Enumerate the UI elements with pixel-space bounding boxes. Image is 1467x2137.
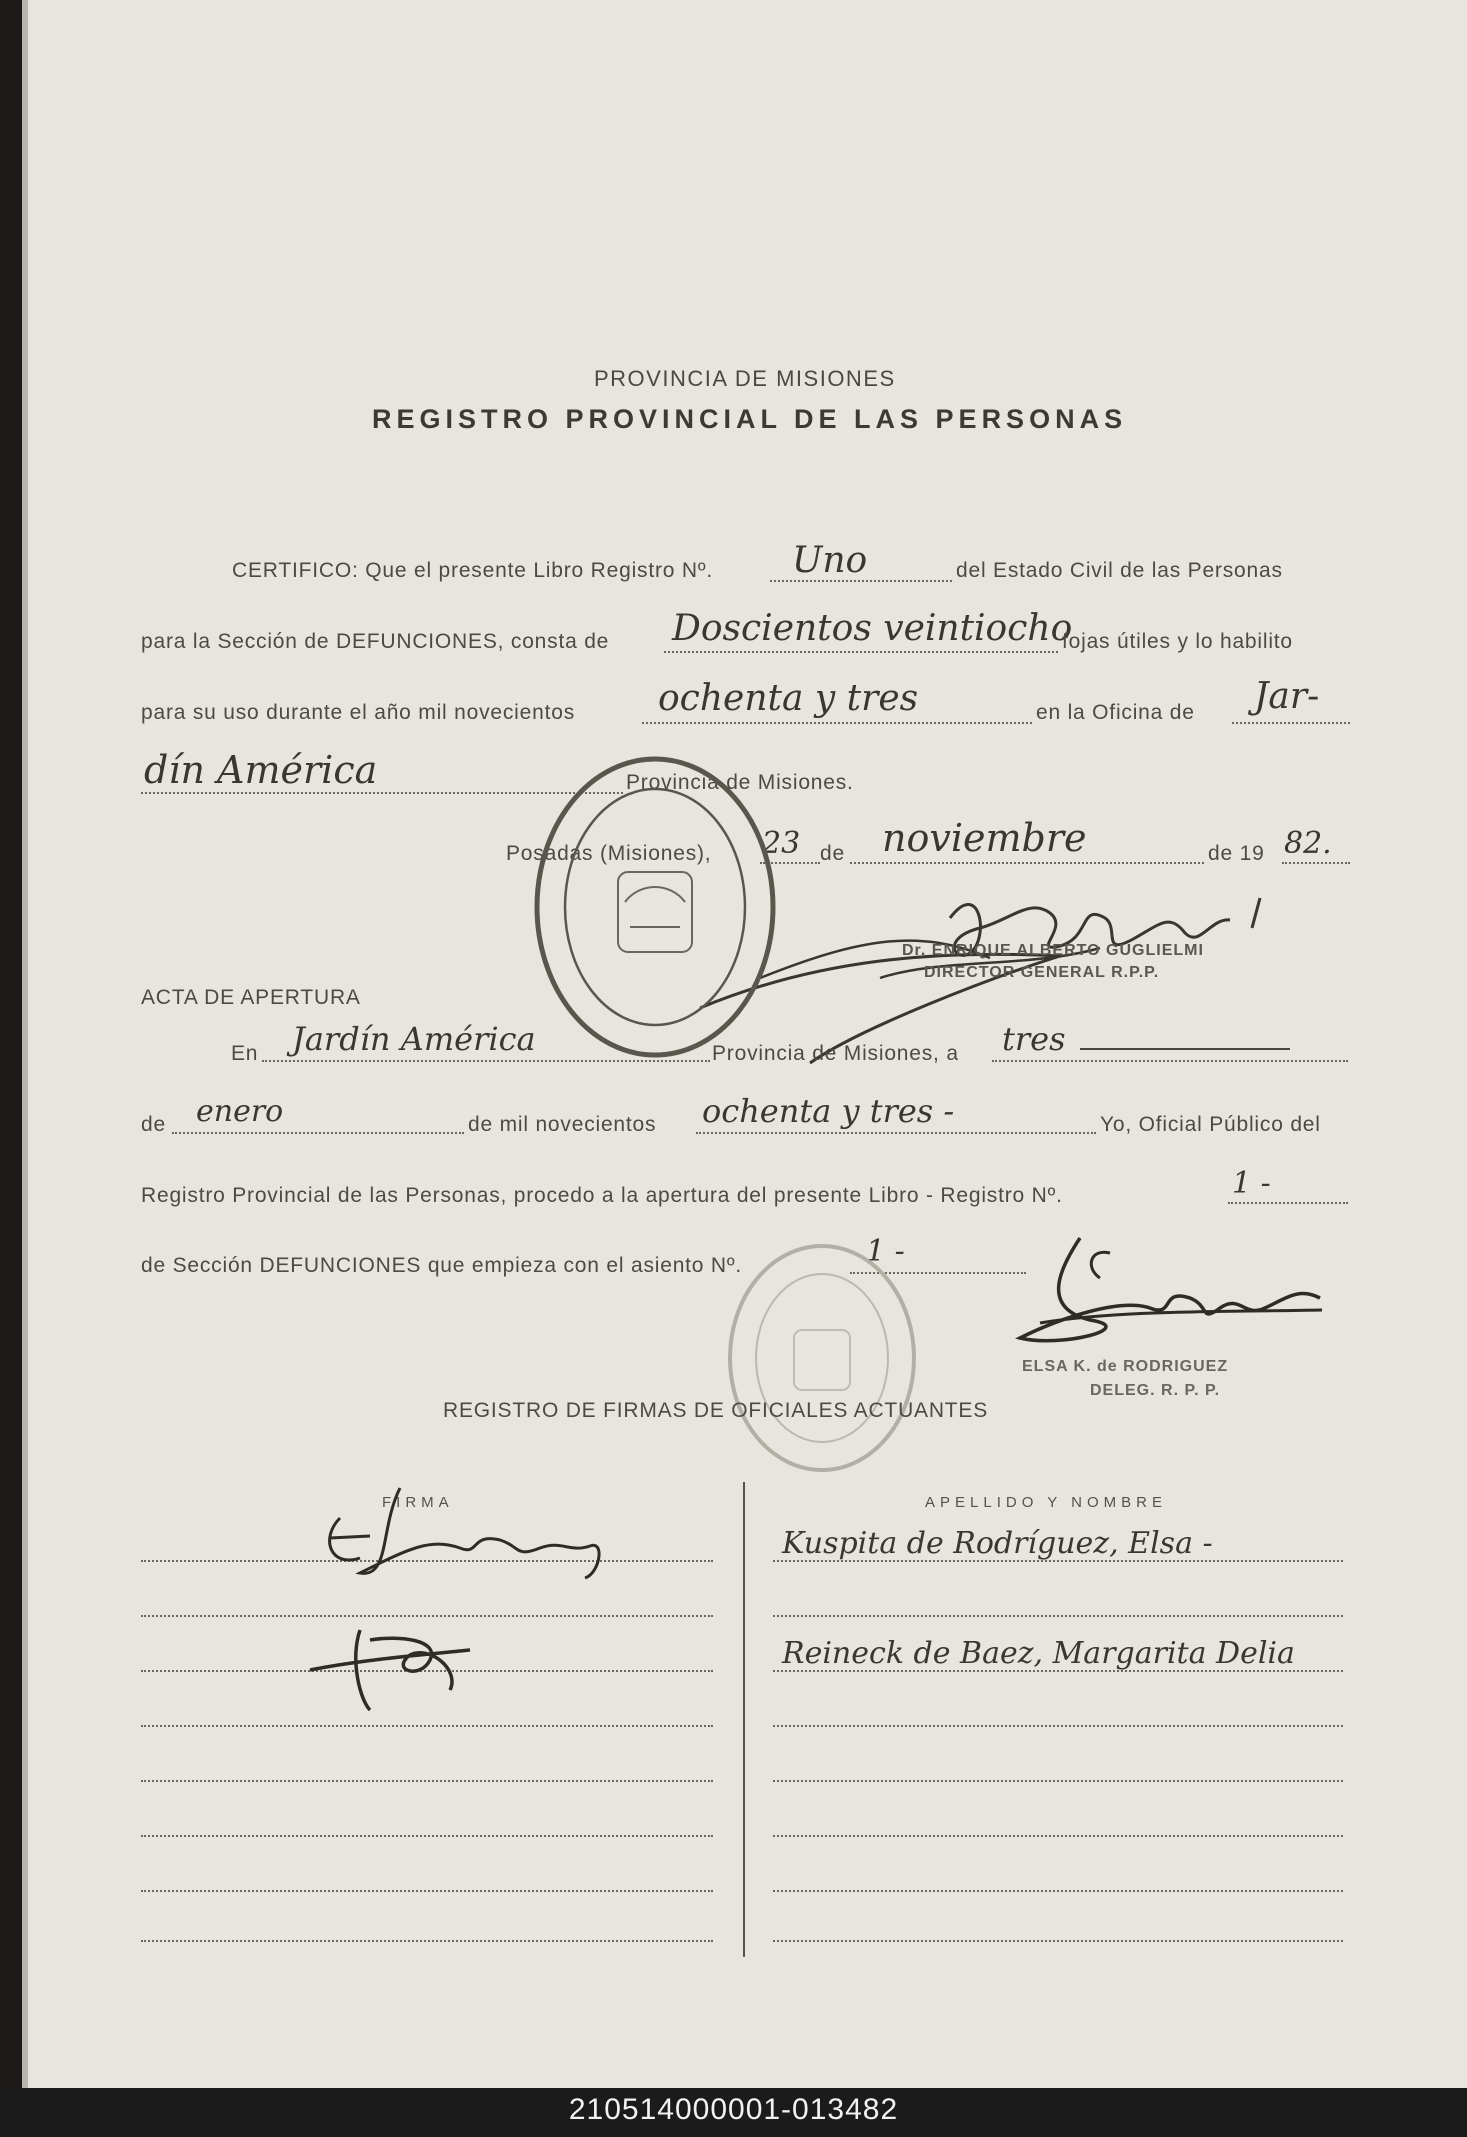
acta-year-words: ochenta y tres -: [702, 1092, 955, 1130]
acta-book-blank: [1228, 1202, 1348, 1204]
cert-year: 82.: [1284, 826, 1332, 861]
registry-heading: REGISTRO PROVINCIAL DE LAS PERSONAS: [372, 404, 1128, 434]
delegate-signature: [1000, 1228, 1330, 1368]
cert-line4-suffix: Provincia de Misiones.: [626, 771, 854, 794]
cert-day: 23: [762, 826, 801, 861]
page-binding-edge: [22, 0, 28, 2088]
acta-day-blank: [992, 1060, 1348, 1062]
acta-l2-suffix: Yo, Oficial Público del: [1100, 1113, 1321, 1136]
col-firma-header: FIRMA: [382, 1494, 454, 1511]
cert-month: noviembre: [882, 816, 1087, 860]
firma-line: [141, 1890, 713, 1892]
cert-line2-prefix: para la Sección de DEFUNCIONES, consta de: [141, 630, 610, 653]
name-line: [773, 1780, 1343, 1782]
acta-title: ACTA DE APERTURA: [141, 986, 361, 1009]
cert-line3-blank: [642, 722, 1032, 724]
cert-line3-suffix: en la Oficina de: [1036, 701, 1195, 724]
director-title: DIRECTOR GENERAL R.P.P.: [924, 964, 1160, 981]
acta-l3-text: Registro Provincial de las Personas, procedo a la apertura del presente Libro - Registro Nº.: [141, 1184, 1063, 1207]
column-divider: [743, 1482, 745, 1957]
cert-book-number: Uno: [792, 540, 868, 581]
acta-month-blank: [172, 1132, 464, 1134]
acta-day: tres: [1002, 1020, 1066, 1058]
cert-line1-suffix: del Estado Civil de las Personas: [956, 559, 1283, 582]
cert-office-part1: Jar-: [1254, 676, 1320, 717]
col-name-header: APELLIDO Y NOMBRE: [925, 1494, 1168, 1511]
province-heading: PROVINCIA DE MISIONES: [594, 366, 896, 391]
officer-signature-2: [300, 1610, 500, 1720]
name-line: [773, 1615, 1343, 1617]
acta-month: enero: [196, 1094, 284, 1129]
cert-de-2: de 19: [1208, 842, 1265, 865]
cert-year-words: ochenta y tres: [658, 678, 919, 719]
signatures-title: REGISTRO DE FIRMAS DE OFICIALES ACTUANTES: [443, 1399, 989, 1422]
faint-seal-stamp: [722, 1238, 922, 1478]
document-id: 210514000001-013482: [568, 2093, 899, 2126]
name-line: [773, 1725, 1343, 1727]
officer-name-1: Kuspita de Rodríguez, Elsa -: [782, 1526, 1213, 1561]
delegate-title: DELEG. R. P. P.: [1090, 1382, 1221, 1399]
acta-place: Jardín América: [292, 1020, 536, 1058]
cert-office-blank: [1232, 722, 1350, 724]
acta-l2-mid: de mil novecientos: [468, 1113, 657, 1136]
name-line: [773, 1835, 1343, 1837]
officer-name-2: Reineck de Baez, Margarita Delia: [782, 1636, 1295, 1671]
cert-place: Posadas (Misiones),: [506, 842, 712, 865]
firma-line: [141, 1725, 713, 1727]
cert-folio-count: Doscientos veintiocho: [672, 608, 1073, 649]
cert-line1-prefix: CERTIFICO: Que el presente Libro Registro Nº.: [232, 559, 713, 582]
cert-office-part2: dín América: [144, 748, 378, 792]
cert-de-1: de: [820, 842, 845, 865]
acta-place-blank: [262, 1060, 710, 1062]
delegate-name: ELSA K. de RODRIGUEZ: [1022, 1358, 1229, 1375]
name-line: [773, 1890, 1343, 1892]
acta-l1-mid: Provincia de Misiones, a: [712, 1042, 959, 1065]
acta-book-number: 1 -: [1232, 1166, 1271, 1201]
acta-l2-prefix: de: [141, 1113, 166, 1136]
official-seal-stamp: [530, 752, 780, 1062]
acta-entry-number: 1 -: [866, 1234, 905, 1269]
acta-day-strike-line: [1080, 1048, 1290, 1050]
cert-line3-prefix: para su uso durante el año mil novecientos: [141, 701, 576, 724]
firma-line: [141, 1780, 713, 1782]
firma-line: [141, 1835, 713, 1837]
acta-l1-prefix: En: [231, 1042, 259, 1065]
acta-l4-text: de Sección DEFUNCIONES que empieza con el asiento Nº.: [141, 1254, 742, 1277]
officer-signature-1: [300, 1478, 630, 1588]
cert-line2-blank: [664, 651, 1058, 653]
acta-year-blank: [696, 1132, 1096, 1134]
cert-line2-suffix: fojas útiles y lo habilito: [1062, 630, 1293, 653]
name-line: [773, 1940, 1343, 1942]
director-name: Dr. ENRIQUE ALBERTO GUGLIELMI: [902, 942, 1204, 959]
firma-line: [141, 1940, 713, 1942]
